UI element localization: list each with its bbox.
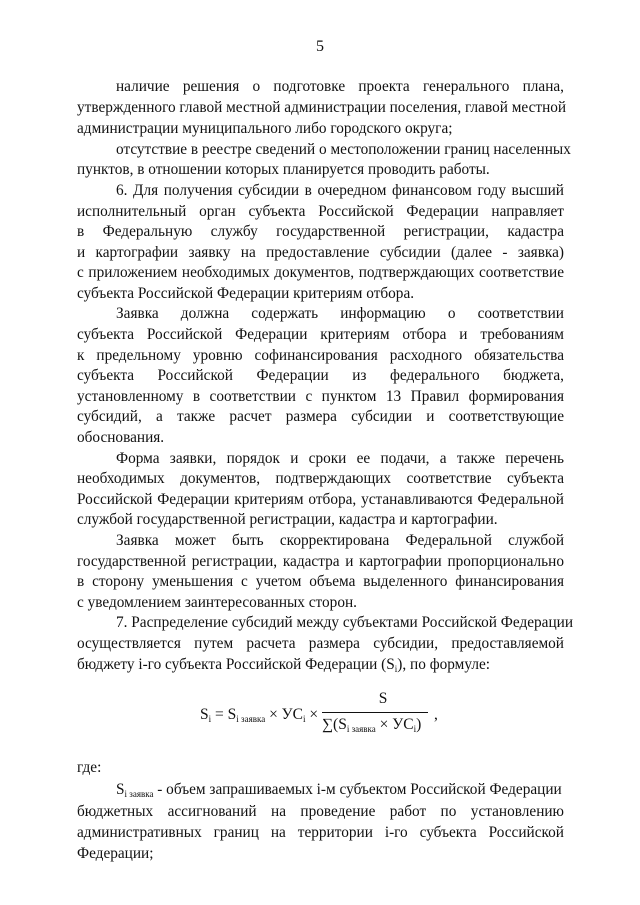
formula-symbol: × УС	[375, 716, 414, 733]
text-line: Федерации;	[77, 845, 154, 862]
text-line: государственной регистрации, кадастра и картографии пропорционально	[77, 553, 564, 570]
text-line: исполнительный орган субъекта Российской Федерации направляет	[77, 203, 564, 220]
text-line: осуществляется путем расчета размера субсидии, предоставляемой	[77, 635, 564, 652]
text-line: Форма заявки, порядок и сроки ее подачи, а также перечень	[116, 450, 564, 467]
text-line: Заявка должна содержать информацию о соответствии	[116, 305, 564, 322]
text-line: службой государственной регистрации, кадастра и картографии.	[77, 511, 498, 528]
text-span: ), по формуле:	[397, 656, 491, 673]
text-line: где:	[77, 759, 102, 776]
text-line: необходимых документов, подтверждающих соответствие субъекта	[77, 470, 564, 487]
formula-subscript: i заявка	[236, 714, 266, 724]
formula-comma: ,	[434, 706, 438, 723]
text-line: субъекта Российской Федерации критериям отбора.	[77, 285, 415, 302]
page-number: 5	[316, 38, 324, 55]
text-line: бюджетных ассигнований на проведение работ по установлению	[77, 803, 564, 820]
text-line: в Федеральную службу государственной регистрации, кадастра	[77, 223, 564, 240]
formula-denominator	[322, 716, 421, 734]
text-line-with-symbol	[77, 655, 564, 679]
text-line: административных границ на территории i-го субъекта Российской	[77, 824, 564, 841]
formula-symbol: S	[200, 706, 209, 723]
text-line: отсутствие в реестре сведений о местоположении границ населенных	[116, 141, 571, 158]
formula-symbol: )	[416, 716, 422, 733]
text-line: наличие решения о подготовке проекта генерального плана,	[116, 78, 564, 95]
formula-subscript: i	[303, 714, 306, 724]
formula-symbol: ×	[305, 706, 319, 723]
text-line: администрации муниципального либо городского округа;	[77, 120, 453, 137]
fraction-bar	[322, 712, 428, 713]
formula-symbol: = S	[211, 706, 237, 723]
definition-subscript: i заявка	[124, 789, 154, 799]
text-line: субъекта Российской Федерации критериям отбора и требованиям	[77, 326, 564, 343]
subsidy-formula	[200, 690, 460, 750]
symbol-subscript: i	[394, 664, 398, 674]
definition-text: - объем запрашиваемых i-м субъектом Российской Федерации	[153, 781, 562, 798]
text-line: к предельному уровню софинансирования расходного обязательства	[77, 347, 564, 364]
formula-symbol: × УС	[265, 706, 303, 723]
text-line: Заявка может быть скорректирована Федеральной службой	[116, 532, 564, 549]
text-line: обоснования.	[77, 429, 165, 446]
text-line: с приложением необходимых документов, подтверждающих соответствие	[77, 264, 564, 281]
definition-line	[116, 780, 564, 804]
text-line: 6. Для получения субсидии в очередном финансовом году высший	[116, 182, 564, 199]
text-line: субсидий, а также расчет размера субсидии и соответствующие	[77, 408, 564, 425]
text-span: бюджету i-го субъекта Российской Федерации (S	[77, 656, 395, 673]
formula-subscript: i	[413, 724, 417, 734]
formula-symbol: ∑(S	[322, 716, 347, 733]
formula-left-side	[200, 706, 318, 724]
text-line: Российской Федерации критериям отбора, устанавливаются Федеральной	[77, 491, 564, 508]
definition-symbol: S	[116, 781, 125, 798]
text-line: субъекта Российской Федерации из федерального бюджета,	[77, 367, 564, 384]
text-line: в сторону уменьшения с учетом объема выделенного финансирования	[77, 573, 564, 590]
formula-subscript: i заявка	[346, 724, 376, 734]
text-line: установленному в соответствии с пунктом 13 Правил формирования	[77, 388, 564, 405]
text-line: 7. Распределение субсидий между субъектами Российской Федерации	[116, 614, 574, 631]
text-line: пунктов, в отношении которых планируется проводить работы.	[77, 161, 490, 178]
formula-subscript: i	[208, 714, 212, 724]
text-line: с уведомлением заинтересованных сторон.	[77, 594, 357, 611]
text-line: утвержденного главой местной администрации поселения, главой местной	[77, 99, 567, 116]
text-line: и картографии заявку на предоставление субсидии (далее - заявка)	[77, 244, 564, 261]
formula-numerator: S	[378, 690, 388, 707]
